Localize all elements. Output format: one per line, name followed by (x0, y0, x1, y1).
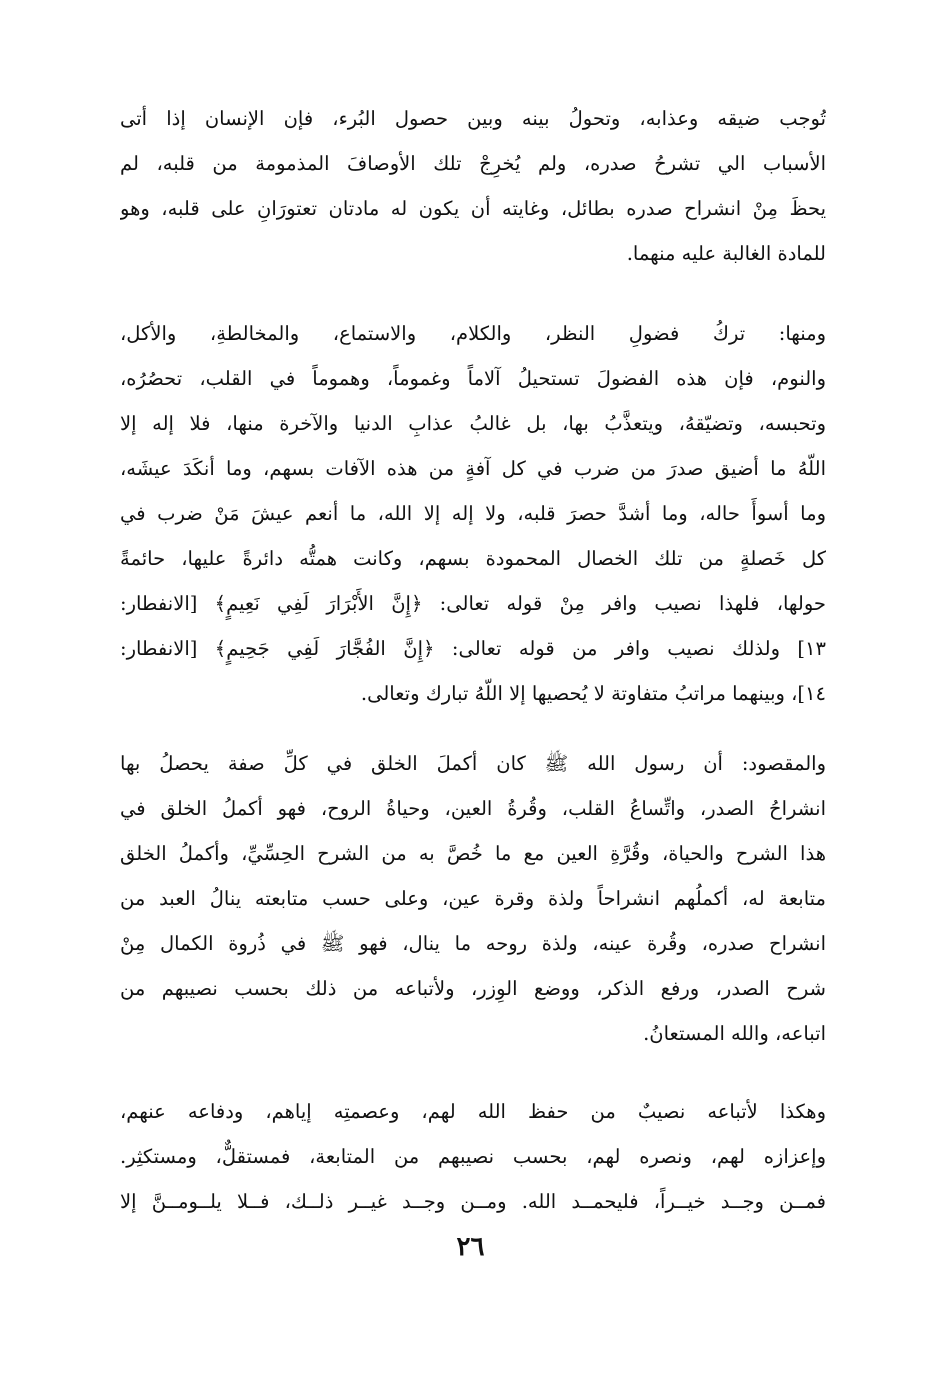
text-line: وتحبسه، وتضيّقهُ، ويتعذَّبُ بها، بل غالبُ عذابِ الدنيا والآخرة منها، فلا إله إلا (120, 412, 826, 435)
text-line: انشراح صدره، وقُرة عينه، ولذة روحه ما ينال، فهو ﷺ في ذُروة الكمال مِنْ (120, 932, 826, 955)
text-line: تُوجب ضيقه وعذابه، وتحولُ بينه وبين حصول البُرء، فإن الإنسان إذا أتى (120, 107, 826, 130)
text-line: يحظَ مِنْ انشراح صدره بطائل، وغايته أن يكون له مادتان تعتورَانِ على قلبه، وهو (120, 197, 826, 220)
text-line: اللّهُ ما أضيق صدرَ من ضرب في كل آفةٍ من هذه الآفات بسهم، وما أنكَدَ عيشَه، (120, 457, 826, 480)
text-line: شرح الصدر، ورفع الذكر، ووضع الوِزر، ولأتباعه من ذلك بحسب نصيبهم من (120, 977, 826, 1000)
text-line: ١٤]، وبينهما مراتبُ متفاوتة لا يُحصيها إلا اللّهُ تبارك وتعالى. (360, 682, 826, 705)
paragraph-4 (120, 1089, 826, 1224)
text-line: وإعزازه لهم، ونصره لهم، بحسب نصيبهم من المتابعة، فمستقلٌّ، ومستكثِر. (120, 1145, 826, 1168)
paragraph-2 (120, 311, 826, 716)
text-line: والنوم، فإن هذه الفضولَ تستحيلُ آلاماً وغموماً، وهموماً في القلب، تحصُرُه، (120, 367, 826, 390)
text-line: كل خَصلةٍ من تلك الخصال المحمودة بسهم، وكانت همتُّه دائرةً عليها، حائمةً (120, 547, 826, 570)
text-line: والمقصود: أن رسول الله ﷺ كان أكملَ الخلق في كلِّ صفة يحصلُ بها (120, 752, 826, 775)
paragraph-1 (120, 96, 826, 276)
paragraph-3 (120, 741, 826, 1056)
text-line: هذا الشرح والحياة، وقُرَّةِ العين مع ما خُصَّ به من الشرح الحِسِّيِّ، وأكملُ الخلق (120, 842, 826, 865)
text-line: انشراحُ الصدر، واتِّساعُ القلب، وقُرةُ العين، وحياةُ الروح، فهو أكملُ الخلق في (120, 797, 826, 820)
text-line: متابعة له، أكملُهم انشراحاً ولذة وقرة عين، وعلى حسب متابعته ينالُ العبد من (120, 887, 826, 910)
text-line: اتباعه، والله المستعانُ. (643, 1022, 826, 1045)
text-line: وهكذا لأتباعه نصيبٌ من حفظ الله لهم، وعصمتِه إياهم، ودفاعه عنهم، (120, 1100, 826, 1123)
text-line: وما أسوأَ حاله، وما أشدَّ حصرَ قلبه، ولا إله إلا الله، ما أنعم عيشَ مَنْ ضرب في (120, 502, 826, 525)
text-line: للمادة الغالبة عليه منهما. (626, 242, 826, 265)
text-line: ومنها: تركُ فضولِ النظر، والكلام، والاستماع، والمخالطةِ، والأكل، (120, 322, 826, 345)
text-line: حولها، فلهذا نصيب وافر مِنْ قوله تعالى: ﴿إِنَّ الأَبْرَارَ لَفِي نَعِيمٍ﴾ [الانفطار: (120, 592, 826, 615)
text-line: الأسباب الي تشرحُ صدره، ولم يُخرِجْ تلك الأوصافَ المذمومة من قلبه، لم (120, 152, 826, 175)
text-line: ١٣] ولذلك نصيب وافر من قوله تعالى: ﴿إِنَّ الفُجَّارَ لَفِي جَحِيمٍ﴾ [الانفطار: (120, 637, 826, 660)
text-line: فمــن وجــد خيــراً، فليحمــد الله. ومــن وجــد غيــر ذلــك، فــلا يلــومــنَّ إلا (120, 1190, 826, 1213)
page-number: ٢٦ (456, 1232, 485, 1262)
